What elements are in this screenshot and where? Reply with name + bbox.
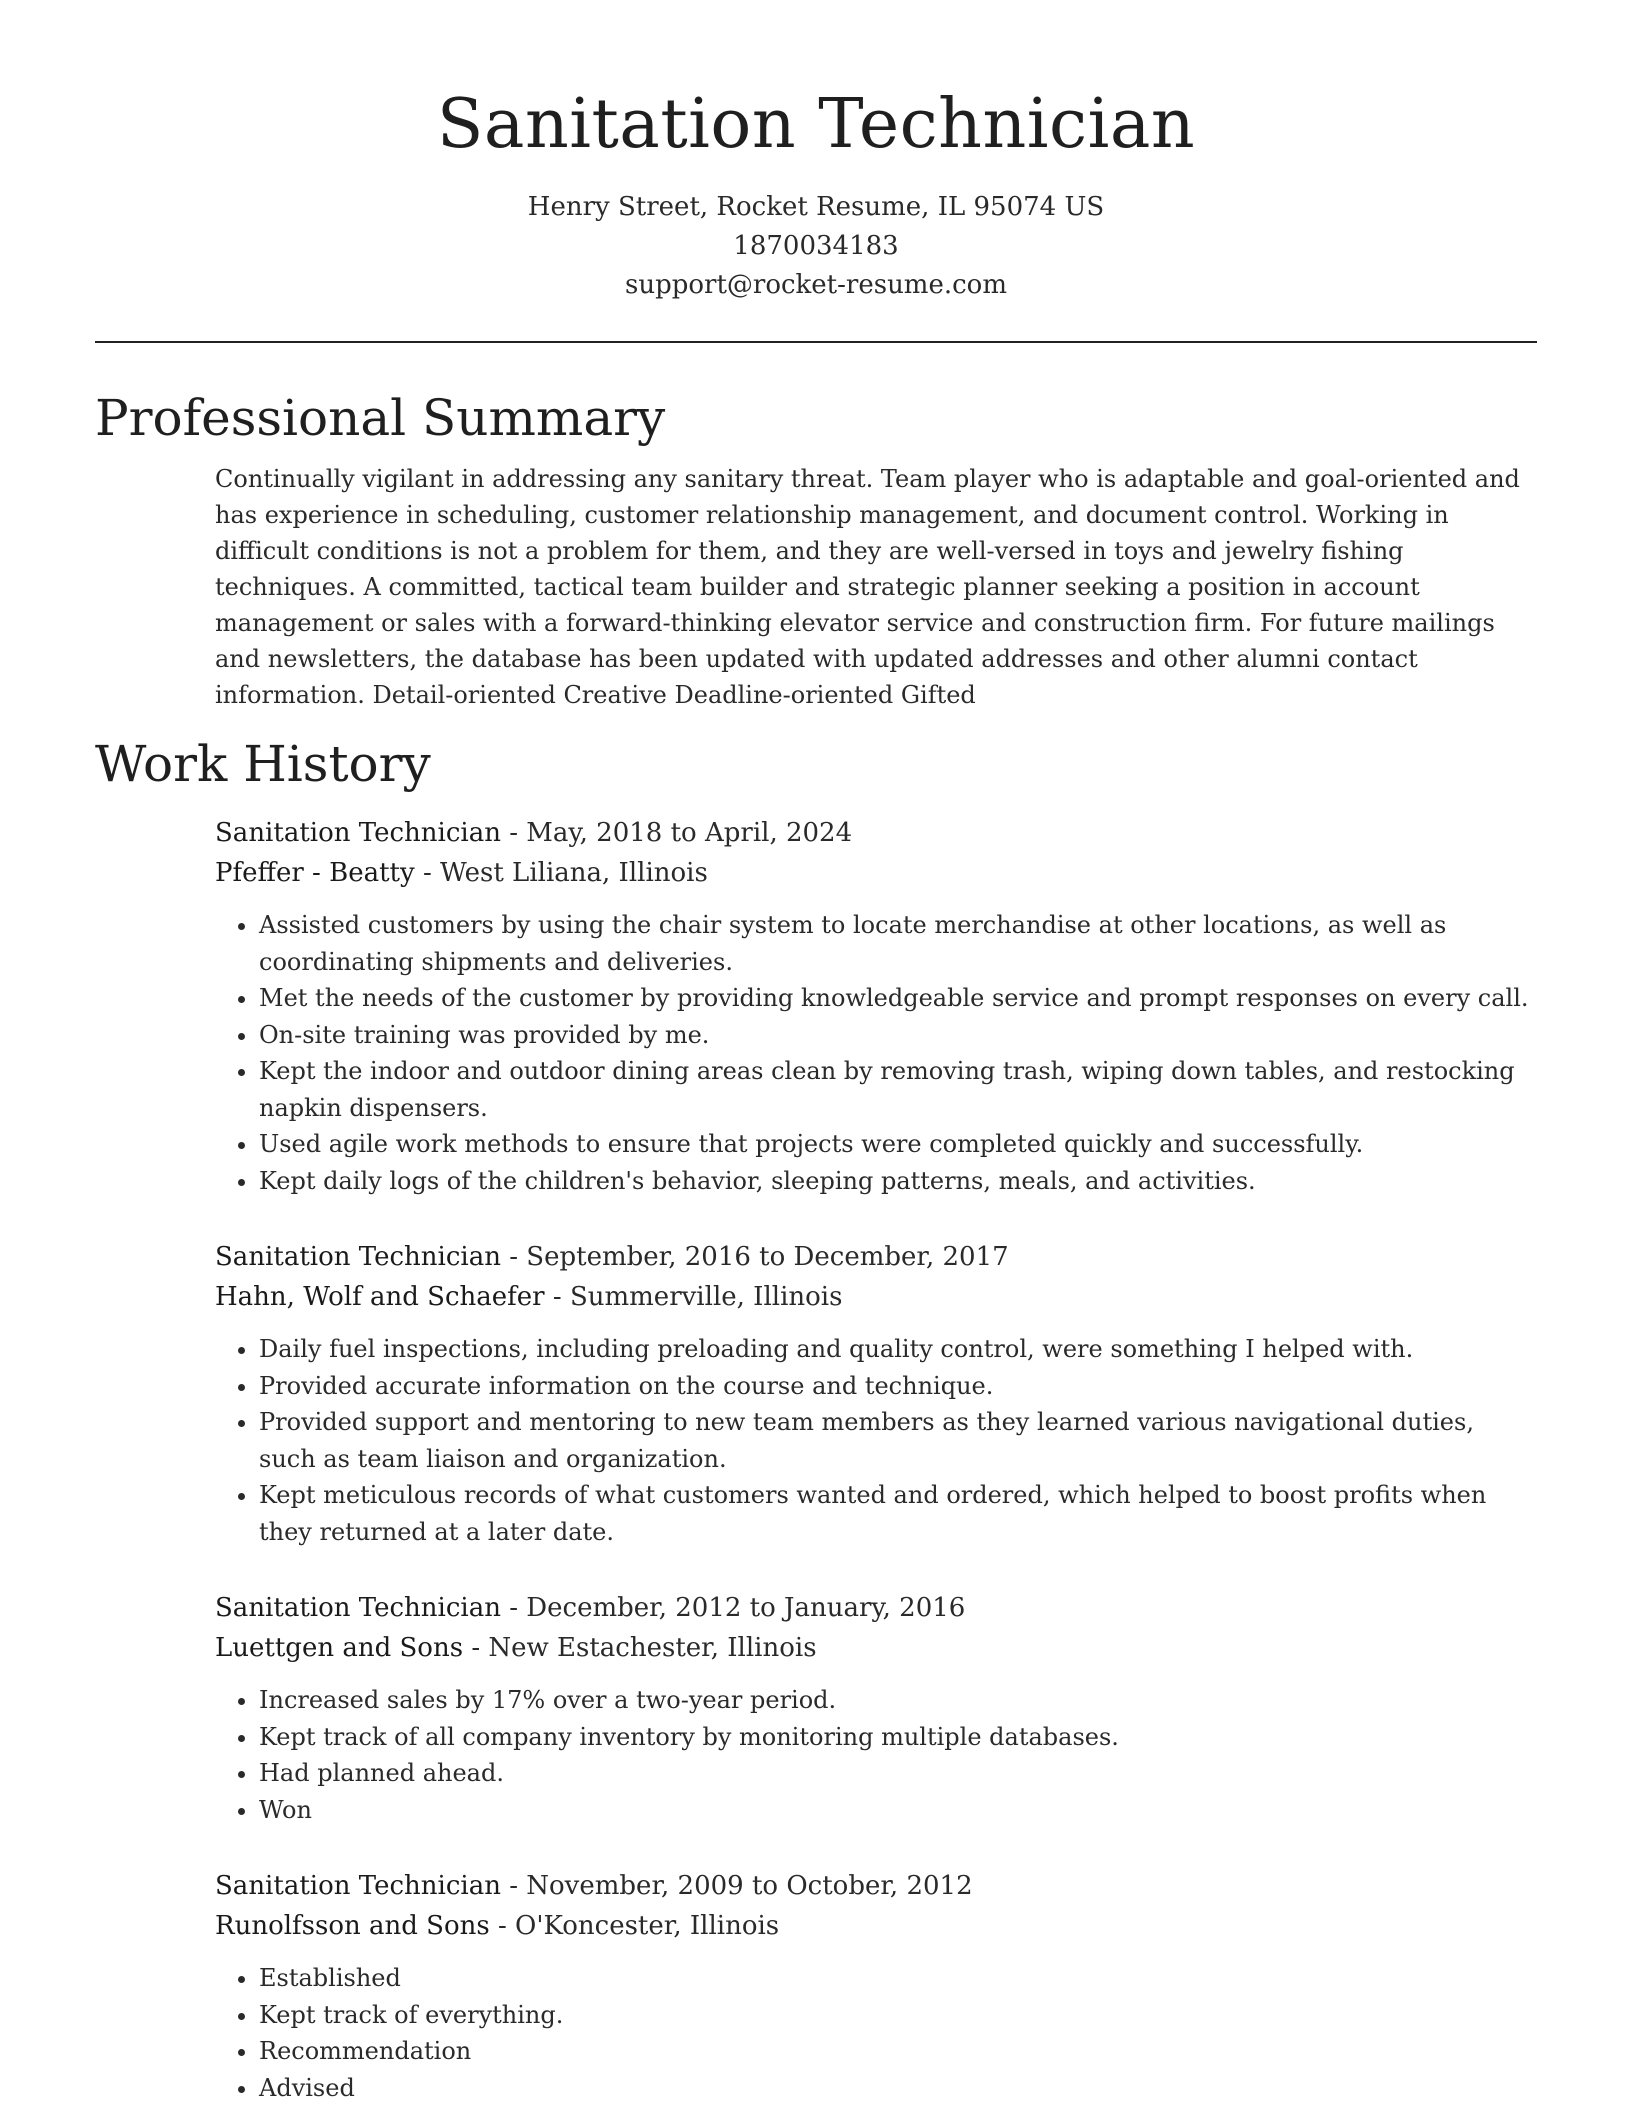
job-location: New Estachester, Illinois [488, 1633, 817, 1663]
job-bullet: • Recommendation [259, 2033, 1537, 2070]
job-entry [215, 1237, 1537, 1550]
contact-phone: 1870034183 [733, 231, 899, 261]
job-dates: December, 2012 to January, 2016 [526, 1593, 966, 1623]
job-company-line [215, 1628, 1537, 1668]
summary-text: Continually vigilant in addressing any sanitary threat. Team player who is adaptable and goal-oriented and has experience in scheduling, customer relationship management, and document control. Working in difficult conditions is not a problem for them, and they are well-versed in toys and jewelry fishing techniques. A committed, tactical team builder and strategic planner seeking a position in account management or sales with a forward-thinking elevator service and construction firm. For future mailings and newsletters, the database has been updated with updated addresses and other alumni contact information. Detail-oriented Creative Deadline-oriented Gifted [215, 465, 1520, 709]
job-bullet: • Daily fuel inspections, including preloading and quality control, were something I helped with. [259, 1331, 1537, 1368]
job-bullet: • Assisted customers by using the chair system to locate merchandise at other locations, as well as coordinating shipments and deliveries. [259, 907, 1537, 980]
job-role-line [215, 813, 1537, 853]
separator: - [509, 1871, 527, 1901]
job-role: Sanitation Technician [215, 818, 501, 848]
job-bullet: • Provided support and mentoring to new team members as they learned various navigational duties, such as team liaison and organization. [259, 1404, 1537, 1477]
summary-section [215, 461, 1537, 713]
job-entry [215, 813, 1537, 1199]
job-dates: May, 2018 to April, 2024 [526, 818, 853, 848]
summary-heading: Professional Summary [95, 389, 666, 447]
job-company-line [215, 1277, 1537, 1317]
job-company: Luettgen and Sons [215, 1633, 464, 1663]
job-entry [215, 1866, 1537, 2106]
contact-email: support@rocket-resume.com [624, 270, 1007, 300]
job-bullet-list [215, 1682, 1537, 1828]
job-company: Hahn, Wolf and Schaefer [215, 1282, 545, 1312]
job-role-line [215, 1588, 1537, 1628]
job-company: Runolfsson and Sons [215, 1911, 490, 1941]
job-dates: November, 2009 to October, 2012 [526, 1871, 973, 1901]
separator: - [509, 1593, 527, 1623]
separator: - [552, 1282, 570, 1312]
job-bullet: • Established [259, 1960, 1537, 1997]
job-bullet: • Met the needs of the customer by providing knowledgeable service and prompt responses on every call. [259, 980, 1537, 1017]
separator: - [422, 858, 441, 888]
separator: - [509, 1242, 527, 1272]
separator: - [509, 818, 527, 848]
job-location: Summerville, Illinois [569, 1282, 843, 1312]
job-bullet: • Used agile work methods to ensure that projects were completed quickly and successfully. [259, 1126, 1537, 1163]
job-location: West Liliana, Illinois [440, 858, 708, 888]
job-bullet: • Had planned ahead. [259, 1755, 1537, 1792]
job-bullet: • Kept track of everything. [259, 1997, 1537, 2034]
job-company-line [215, 853, 1537, 893]
header-divider [95, 341, 1537, 343]
job-company: Pfeffer - Beatty [215, 858, 415, 888]
job-entry [215, 1588, 1537, 1828]
job-bullet: • Kept daily logs of the children's behavior, sleeping patterns, meals, and activities. [259, 1163, 1537, 1200]
job-bullet: • Kept meticulous records of what customers wanted and ordered, which helped to boost profits when they returned at a later date. [259, 1477, 1537, 1550]
job-bullet: • On-site training was provided by me. [259, 1017, 1537, 1054]
work-history-section [215, 813, 1537, 2106]
job-bullet-list [215, 1331, 1537, 1550]
job-role: Sanitation Technician [215, 1593, 501, 1623]
separator: - [471, 1633, 489, 1663]
job-role-line [215, 1866, 1537, 1906]
job-bullet: • Advised [259, 2070, 1537, 2107]
job-role: Sanitation Technician [215, 1871, 501, 1901]
candidate-title: Sanitation Technician [436, 85, 1196, 164]
job-location: O'Koncester, Illinois [515, 1911, 780, 1941]
job-bullet: • Provided accurate information on the course and technique. [259, 1368, 1537, 1405]
job-bullet: • Kept track of all company inventory by monitoring multiple databases. [259, 1719, 1537, 1756]
contact-address: Henry Street, Rocket Resume, IL 95074 US [527, 192, 1105, 222]
work-history-heading: Work History [95, 735, 431, 793]
job-dates: September, 2016 to December, 2017 [526, 1242, 1009, 1272]
job-bullet: • Kept the indoor and outdoor dining areas clean by removing trash, wiping down tables, and restocking napkin dispensers. [259, 1053, 1537, 1126]
job-bullet-list [215, 1960, 1537, 2106]
job-company-line [215, 1906, 1537, 1946]
separator: - [497, 1911, 516, 1941]
resume-header [95, 0, 1537, 343]
job-role: Sanitation Technician [215, 1242, 501, 1272]
job-bullet: • Increased sales by 17% over a two-year period. [259, 1682, 1537, 1719]
job-bullet: • Won [259, 1792, 1537, 1829]
contact-block [95, 188, 1537, 305]
job-role-line [215, 1237, 1537, 1277]
job-bullet-list [215, 907, 1537, 1199]
